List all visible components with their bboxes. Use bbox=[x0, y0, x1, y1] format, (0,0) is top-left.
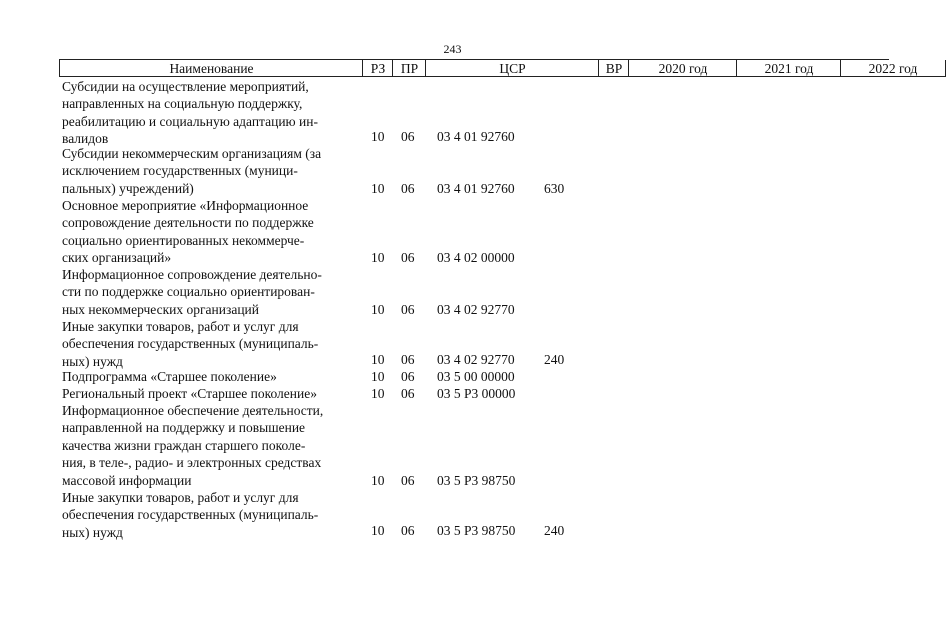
table-cell-csr: 03 5 P3 98750 bbox=[437, 523, 516, 538]
column-header-pr: ПР bbox=[392, 60, 426, 77]
table-header bbox=[59, 59, 918, 77]
table-cell-csr: 03 4 02 92770 bbox=[437, 302, 515, 317]
table-cell-pr: 06 bbox=[401, 369, 415, 384]
table-cell-vr: 240 bbox=[544, 352, 565, 367]
column-header-name: Наименование bbox=[59, 60, 363, 77]
column-header-vr: ВР bbox=[598, 60, 629, 77]
table-cell-rz: 10 bbox=[371, 386, 385, 401]
table-cell-csr: 03 5 00 00000 bbox=[437, 369, 515, 384]
column-header-csr: ЦСР bbox=[425, 60, 599, 77]
table-cell-vr: 240 bbox=[544, 523, 565, 538]
table-row-name: Субсидии на осуществление мероприятий, направленных на социальную поддержку, реабилитацию и социальную адаптацию ин- валидов bbox=[62, 79, 318, 147]
table-cell-pr: 06 bbox=[401, 473, 415, 488]
table-cell-pr: 06 bbox=[401, 302, 415, 317]
table-cell-rz: 10 bbox=[371, 302, 385, 317]
table-cell-rz: 10 bbox=[371, 129, 385, 144]
table-cell-rz: 10 bbox=[371, 250, 385, 265]
page-number: 243 bbox=[443, 42, 462, 56]
table-row-name: Основное мероприятие «Информационное сопровождение деятельности по поддержке социально ориентированных некоммерче- ских организаций» bbox=[62, 198, 314, 266]
column-header-2020: 2020 год bbox=[628, 60, 737, 77]
table-cell-csr: 03 4 02 92770 bbox=[437, 352, 515, 367]
table-cell-rz: 10 bbox=[371, 181, 385, 196]
table-row-name: Субсидии некоммерческим организациям (за исключением государственных (муници- пальных) учреждений) bbox=[62, 146, 322, 196]
table-cell-pr: 06 bbox=[401, 129, 415, 144]
table-cell-csr: 03 4 01 92760 bbox=[437, 129, 515, 144]
table-row-name: Подпрограмма «Старшее поколение» bbox=[62, 369, 277, 384]
table-row-name: Региональный проект «Старшее поколение» bbox=[62, 386, 317, 401]
table-cell-rz: 10 bbox=[371, 473, 385, 488]
table-cell-pr: 06 bbox=[401, 386, 415, 401]
table-cell-csr: 03 4 01 92760 bbox=[437, 181, 515, 196]
table-cell-csr: 03 5 P3 98750 bbox=[437, 473, 516, 488]
table-row-name: Информационное обеспечение деятельности, направленной на поддержку и повышение качества жизни граждан старшего поколе- ния, в теле-, радио- и электронных средствах массовой информации bbox=[62, 403, 324, 488]
column-header-2021: 2021 год bbox=[736, 60, 841, 77]
table-row-name: Иные закупки товаров, работ и услуг для обеспечения государственных (муниципаль- ных) нужд bbox=[62, 490, 319, 540]
table-cell-pr: 06 bbox=[401, 523, 415, 538]
table-cell-csr: 03 4 02 00000 bbox=[437, 250, 515, 265]
column-header-2022: 2022 год bbox=[840, 60, 946, 77]
table-cell-rz: 10 bbox=[371, 352, 385, 367]
table-cell-rz: 10 bbox=[371, 523, 385, 538]
table-cell-csr: 03 5 P3 00000 bbox=[437, 386, 516, 401]
table-cell-pr: 06 bbox=[401, 250, 415, 265]
table-cell-pr: 06 bbox=[401, 181, 415, 196]
table-row-name: Информационное сопровождение деятельно- сти по поддержке социально ориентирован- ных некоммерческих организаций bbox=[62, 267, 322, 317]
table-cell-rz: 10 bbox=[371, 369, 385, 384]
table-cell-vr: 630 bbox=[544, 181, 565, 196]
table-cell-pr: 06 bbox=[401, 352, 415, 367]
table-row-name: Иные закупки товаров, работ и услуг для обеспечения государственных (муниципаль- ных) нужд bbox=[62, 319, 319, 369]
column-header-rz: РЗ bbox=[362, 60, 393, 77]
